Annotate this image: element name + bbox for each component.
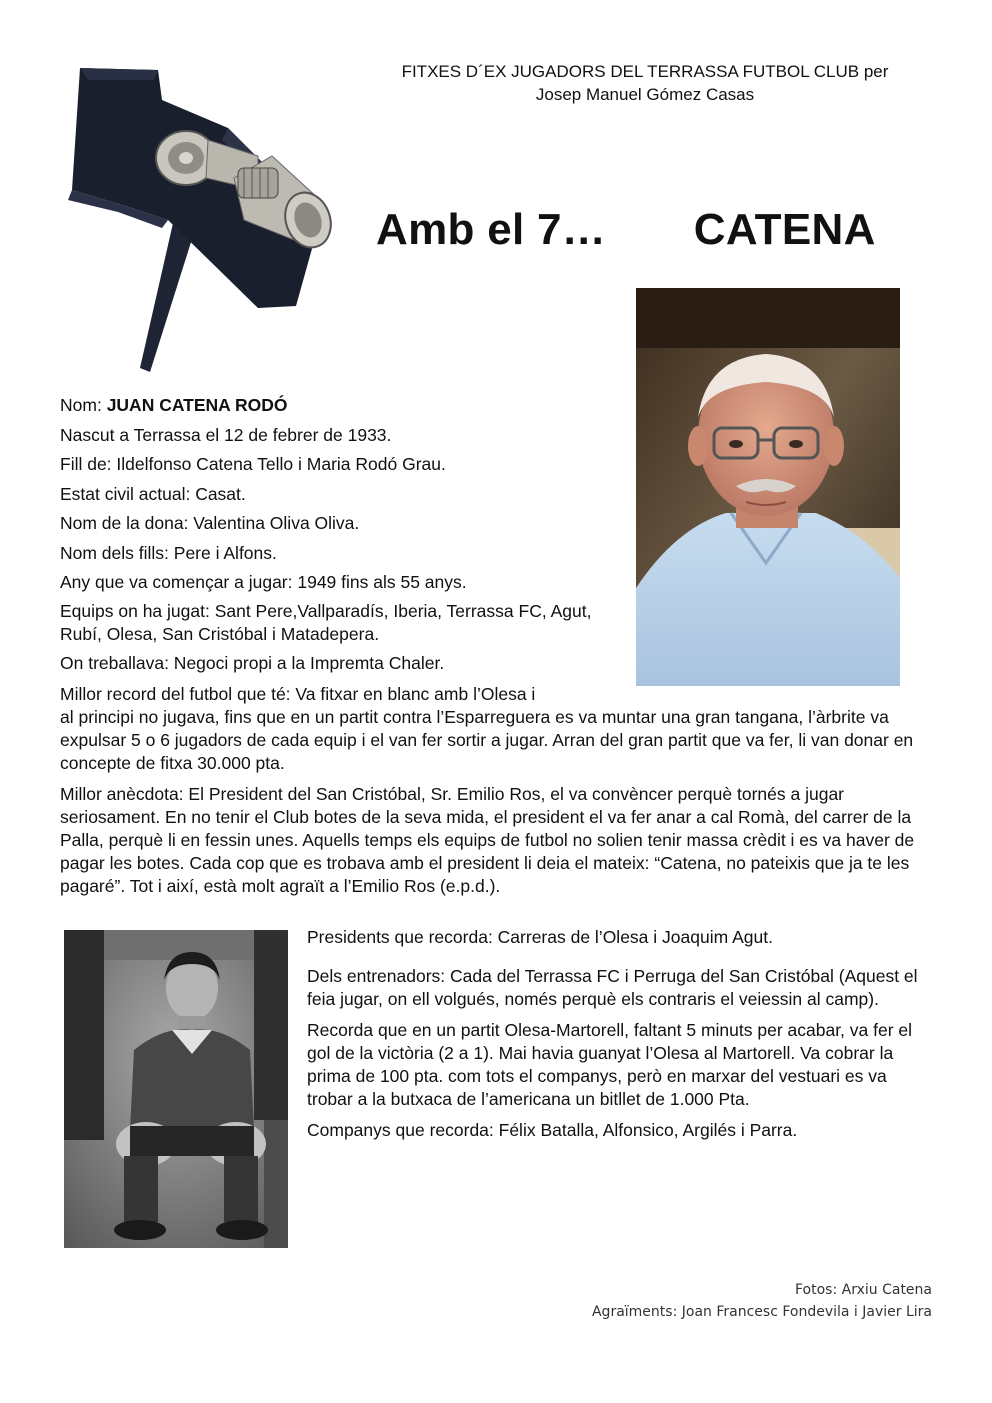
title-player-name: CATENA (693, 205, 876, 254)
field-nom: Nom: JUAN CATENA RODÓ (60, 395, 288, 415)
field-treballava: On treballava: Negoci propi a la Impremta Chaler. (60, 653, 445, 673)
millor-record-paragraph (60, 683, 935, 775)
entrenadors-paragraph: Dels entrenadors: Cada del Terrassa FC i Perruga del San Cristóbal (Aquest el feia jugar, on ell volgués, només perquè els contraris el veiessin al camp). (307, 966, 918, 1009)
millor-record-first-line: Millor record del futbol que té: Va fitxar en blanc amb l’Olesa i (60, 684, 536, 704)
millor-record-rest: al principi no jugava, fins que en un partit contra l’Esparreguera es va muntar una gran tangana, l’àrbrite va expulsar 5 o 6 jugadors de cada equip i el van fer sortir a jugar. Arran del gran partit que va fer, li van donar en concepte de fitxa 30.000 pta. (60, 707, 914, 773)
header-line-series: FITXES D´EX JUGADORS DEL TERRASSA FUTBOL CLUB per (401, 62, 889, 81)
player-full-name: JUAN CATENA RODÓ (106, 395, 288, 415)
field-equips: Equips on ha jugat: Sant Pere,Vallparadís, Iberia, Terrassa FC, Agut, Rubí, Olesa, San Cristóbal i Matadepera. (60, 600, 592, 644)
field-nom-dona: Nom de la dona: Valentina Oliva Oliva. (60, 513, 360, 533)
loudspeaker-illustration (58, 60, 343, 372)
companys-paragraph: Companys que recorda: Félix Batalla, Alfonsico, Argilés i Parra. (307, 1120, 798, 1140)
field-nom-fills: Nom dels fills: Pere i Alfons. (60, 542, 277, 563)
credits-fotos: Fotos: Arxiu Catena (795, 1282, 932, 1298)
document-header (300, 60, 990, 106)
field-nascut: Nascut a Terrassa el 12 de febrer de 1933. (60, 424, 392, 445)
field-estat-civil: Estat civil actual: Casat. (60, 483, 246, 504)
team-photo (64, 930, 288, 1248)
field-fill-de: Fill de: Ildelfonso Catena Tello i Maria Rodó Grau. (60, 454, 446, 474)
presidents-paragraph: Presidents que recorda: Carreras de l’Olesa i Joaquim Agut. (307, 927, 773, 947)
gol-victoria-paragraph: Recorda que en un partit Olesa-Martorell, faltant 5 minuts per acabar, va fer el gol de la victòria (2 a 1). Mai havia guanyat l’Olesa al Martorell. Va cobrar la prima de 100 pta. com tots el companys, però en marxar del vestuari es va trobar a la butxaca de l’americana un bitllet de 1.000 Pta. (307, 1020, 913, 1109)
portrait-photo (636, 288, 900, 686)
right-column (307, 926, 932, 1150)
title-prefix: Amb el 7… (376, 205, 607, 254)
page-title (376, 205, 876, 255)
millor-anecdota-paragraph: Millor anècdota: El President del San Cristóbal, Sr. Emilio Ros, el va convèncer perquè tornés a jugar seriosament. En no tenir el Club botes de la seva mida, el president el va fer anar a cal Romà, del carrer de la Palla, perquè li en fessin unes. Aquells temps els equips de futbol no solien tenir massa crèdit i es va haver de pagar les botes. Cada cop que es trobava amb el president li deia el mateix: “Catena, no pateixis que ja te les pagaré”. Tot i així, està molt agraït a l’Emilio Ros (e.p.d.). (60, 784, 915, 896)
personal-details (60, 393, 635, 681)
header-line-author: Josep Manuel Gómez Casas (535, 85, 755, 104)
field-any-comencar: Any que va començar a jugar: 1949 fins als 55 anys. (60, 572, 467, 592)
credits-agraiments: Agraïments: Joan Francesc Fondevila i Javier Lira (591, 1304, 932, 1320)
photo-credits (592, 1279, 932, 1323)
